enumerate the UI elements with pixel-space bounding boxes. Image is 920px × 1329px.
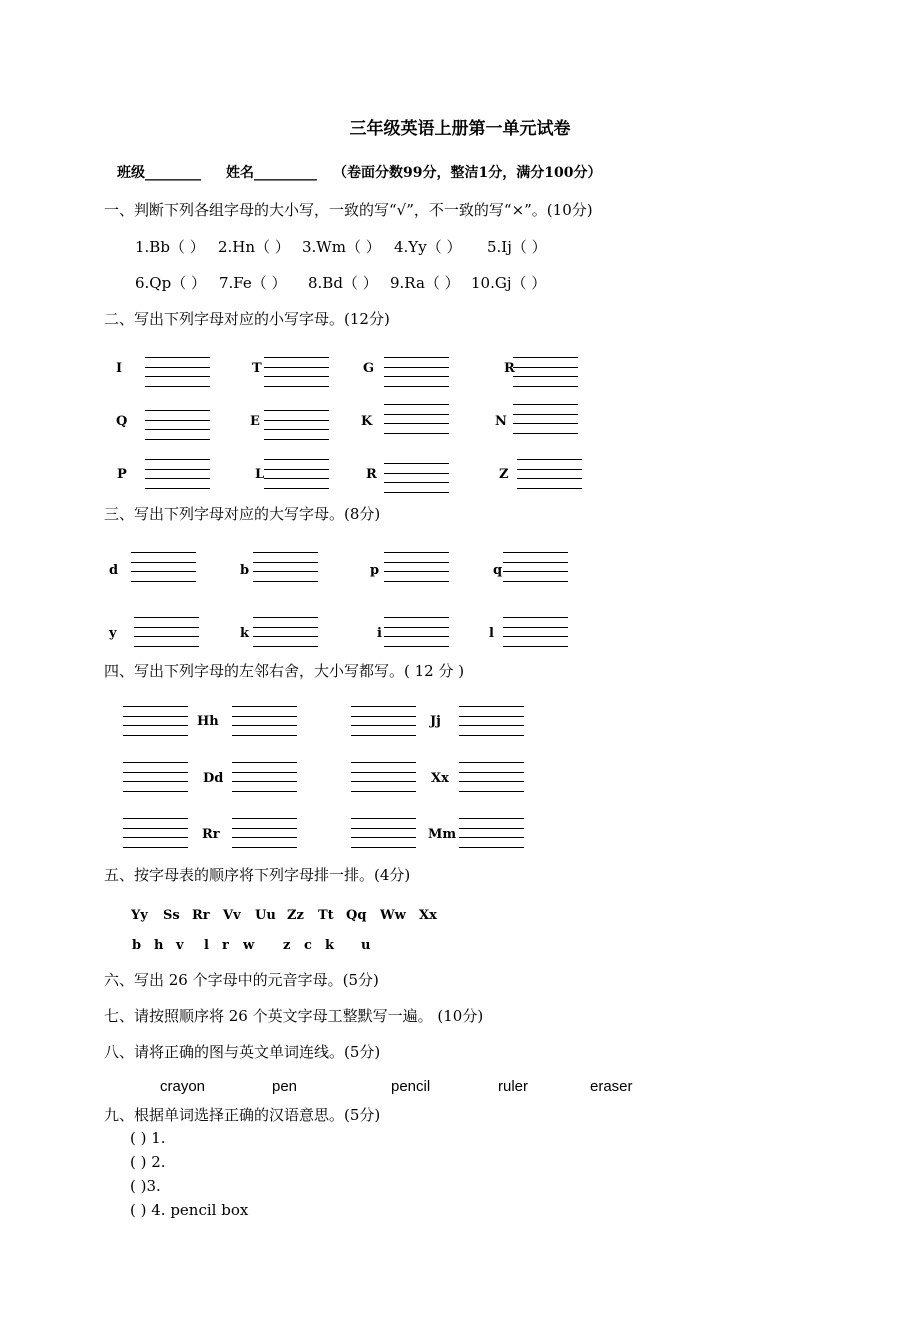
writing-line[interactable] [264,410,329,411]
section-4-heading: 四、写出下列字母的左邻右舍，大小写都写。( 12 分 ) [104,662,465,680]
writing-line[interactable] [123,762,188,763]
writing-line[interactable] [384,627,449,628]
s5-letter: k [325,938,335,953]
writing-line[interactable] [351,818,416,819]
writing-line[interactable] [253,646,318,647]
writing-line[interactable] [134,627,199,628]
s5-letter: w [243,938,255,953]
writing-line[interactable] [123,791,188,792]
writing-line[interactable] [253,636,318,637]
writing-line[interactable] [384,646,449,647]
s1-item: 7.Fe（ ） [219,274,287,292]
writing-line[interactable] [513,433,578,434]
writing-line[interactable] [351,828,416,829]
section-1-heading: 一、判断下列各组字母的大小写，一致的写“√”，不一致的写“×”。(10分) [104,201,593,219]
s9-item: ( ) 4. pencil box [130,1201,249,1219]
s1-item: 5.Ij（ ） [487,238,547,256]
writing-line[interactable] [384,492,449,493]
s4-letter: Mm [428,827,457,842]
writing-line[interactable] [384,617,449,618]
writing-line[interactable] [145,410,210,411]
s9-item: ( ) 2. [130,1153,166,1171]
score-note: （卷面分数99分，整洁1分，满分100分） [333,165,602,181]
s5-pair: Ss [163,908,180,923]
writing-line[interactable] [503,562,568,563]
s5-pair: Zz [287,908,304,923]
writing-line[interactable] [145,488,210,489]
writing-line[interactable] [232,791,297,792]
writing-line[interactable] [384,636,449,637]
s5-pair: Uu [255,908,276,923]
writing-line[interactable] [351,725,416,726]
writing-line[interactable] [264,488,329,489]
writing-line[interactable] [145,386,210,387]
writing-line[interactable] [131,581,196,582]
page-title: 三年级英语上册第一单元试卷 [349,119,571,139]
writing-line[interactable] [232,725,297,726]
writing-line[interactable] [253,552,318,553]
writing-line[interactable] [253,627,318,628]
writing-line[interactable] [253,581,318,582]
writing-line[interactable] [264,357,329,358]
section-3-heading: 三、写出下列字母对应的大写字母。(8分) [104,505,381,523]
writing-line[interactable] [513,367,578,368]
s2-letter: R [366,467,377,482]
s5-letter: h [154,938,164,953]
s5-letter: r [222,938,229,953]
s1-item: 1.Bb（ ） [135,238,205,256]
s2-letter: N [495,414,507,429]
writing-line[interactable] [351,837,416,838]
writing-line[interactable] [503,636,568,637]
name-field: 姓名_________ [226,165,317,181]
writing-line[interactable] [384,463,449,464]
writing-line[interactable] [264,459,329,460]
writing-line[interactable] [459,847,524,848]
writing-line[interactable] [384,581,449,582]
writing-line[interactable] [123,772,188,773]
writing-line[interactable] [134,636,199,637]
section-5-heading: 五、按字母表的顺序将下列字母排一排。(4分) [104,866,411,884]
writing-line[interactable] [384,552,449,553]
s2-letter: T [252,361,262,376]
s2-letter: Z [499,467,509,482]
s9-item: ( ) 1. [130,1129,166,1147]
writing-line[interactable] [264,478,329,479]
writing-line[interactable] [123,818,188,819]
s5-pair: Yy [131,908,148,923]
writing-line[interactable] [131,562,196,563]
writing-line[interactable] [513,357,578,358]
word-pen: pen [272,1078,298,1095]
writing-line[interactable] [503,552,568,553]
s5-pair: Xx [419,908,437,923]
writing-line[interactable] [145,420,210,421]
writing-line[interactable] [134,617,199,618]
s2-letter: Q [116,414,128,429]
s2-letter: P [117,467,127,482]
writing-line[interactable] [517,478,582,479]
writing-line[interactable] [123,725,188,726]
writing-line[interactable] [253,617,318,618]
section-9-heading: 九、根据单词选择正确的汉语意思。(5分) [104,1106,381,1124]
s2-letter: I [116,361,123,376]
writing-line[interactable] [503,627,568,628]
writing-line[interactable] [232,735,297,736]
writing-line[interactable] [517,459,582,460]
writing-line[interactable] [145,439,210,440]
s2-letter: K [361,414,373,429]
word-eraser: eraser [590,1078,633,1095]
writing-line[interactable] [264,439,329,440]
writing-line[interactable] [384,562,449,563]
writing-line[interactable] [145,357,210,358]
writing-line[interactable] [123,716,188,717]
section-6-heading: 六、写出 26 个字母中的元音字母。(5分) [104,971,379,989]
s1-item: 6.Qp（ ） [135,274,206,292]
writing-line[interactable] [513,386,578,387]
writing-line[interactable] [264,429,329,430]
writing-line[interactable] [145,376,210,377]
writing-line[interactable] [384,423,449,424]
writing-line[interactable] [145,469,210,470]
writing-line[interactable] [131,571,196,572]
s3-letter: i [377,626,382,641]
writing-line[interactable] [123,837,188,838]
writing-line[interactable] [264,376,329,377]
writing-line[interactable] [459,716,524,717]
writing-line[interactable] [253,562,318,563]
s1-item: 9.Ra（ ） [390,274,460,292]
writing-line[interactable] [232,781,297,782]
writing-line[interactable] [384,367,449,368]
writing-line[interactable] [123,781,188,782]
writing-line[interactable] [145,367,210,368]
writing-line[interactable] [384,571,449,572]
writing-line[interactable] [145,478,210,479]
writing-line[interactable] [145,459,210,460]
writing-line[interactable] [264,469,329,470]
s5-letter: z [283,938,291,953]
s9-item: ( )3. [130,1177,161,1195]
writing-line[interactable] [459,837,524,838]
writing-line[interactable] [232,828,297,829]
writing-line[interactable] [503,646,568,647]
writing-line[interactable] [264,386,329,387]
s5-pair: Qq [346,908,367,923]
writing-line[interactable] [503,571,568,572]
writing-line[interactable] [503,581,568,582]
s4-letter: Jj [430,714,441,729]
writing-line[interactable] [513,414,578,415]
writing-line[interactable] [232,706,297,707]
writing-line[interactable] [384,433,449,434]
writing-line[interactable] [459,818,524,819]
s5-pair: Rr [192,908,210,923]
class-field: 班级________ [117,165,201,181]
s1-item: 4.Yy（ ） [394,238,462,256]
s4-letter: Rr [202,827,220,842]
s3-letter: y [109,626,117,641]
writing-line[interactable] [351,762,416,763]
s4-letter: Xx [431,771,449,786]
writing-line[interactable] [459,772,524,773]
writing-line[interactable] [145,429,210,430]
writing-line[interactable] [384,473,449,474]
writing-line[interactable] [351,735,416,736]
s5-pair: Tt [318,908,334,923]
s5-letter: u [361,938,371,953]
word-ruler: ruler [498,1078,529,1095]
s1-item: 8.Bd（ ） [308,274,378,292]
s2-letter: E [250,414,260,429]
writing-line[interactable] [264,420,329,421]
writing-line[interactable] [384,386,449,387]
writing-line[interactable] [351,847,416,848]
s3-letter: b [240,563,250,578]
writing-line[interactable] [232,716,297,717]
writing-line[interactable] [351,772,416,773]
s2-letter: L [255,467,265,482]
writing-line[interactable] [513,376,578,377]
writing-line[interactable] [459,781,524,782]
s5-letter: c [304,938,312,953]
s3-letter: q [493,563,503,578]
s3-letter: l [489,626,494,641]
s5-pair: Vv [223,908,241,923]
s2-letter: G [363,361,375,376]
writing-line[interactable] [459,735,524,736]
section-2-heading: 二、写出下列字母对应的小写字母。(12分) [104,310,390,328]
writing-line[interactable] [459,725,524,726]
writing-line[interactable] [131,552,196,553]
writing-line[interactable] [123,828,188,829]
writing-line[interactable] [232,772,297,773]
writing-line[interactable] [384,376,449,377]
writing-line[interactable] [232,818,297,819]
s4-letter: Hh [197,714,219,729]
writing-line[interactable] [517,469,582,470]
writing-line[interactable] [384,357,449,358]
section-8-heading: 八、请将正确的图与英文单词连线。(5分) [104,1043,381,1061]
writing-line[interactable] [503,617,568,618]
word-crayon: crayon [160,1078,206,1095]
writing-line[interactable] [123,706,188,707]
s3-letter: k [240,626,250,641]
writing-line[interactable] [253,571,318,572]
writing-line[interactable] [351,716,416,717]
word-pencil: pencil [391,1078,431,1095]
writing-line[interactable] [459,706,524,707]
s5-letter: l [204,938,209,953]
writing-line[interactable] [513,423,578,424]
writing-line[interactable] [123,735,188,736]
writing-line[interactable] [384,482,449,483]
writing-line[interactable] [232,762,297,763]
s3-letter: d [109,563,119,578]
writing-line[interactable] [134,646,199,647]
section-7-heading: 七、请按照顺序将 26 个英文字母工整默写一遍。 (10分) [104,1007,484,1025]
writing-line[interactable] [264,367,329,368]
s3-letter: p [370,563,380,578]
s1-item: 10.Gj（ ） [471,274,547,292]
writing-line[interactable] [232,847,297,848]
writing-line[interactable] [513,404,578,405]
s2-letter: R [504,361,515,376]
s5-letter: v [176,938,184,953]
s1-item: 2.Hn（ ） [218,238,290,256]
writing-line[interactable] [351,791,416,792]
writing-line[interactable] [459,791,524,792]
writing-line[interactable] [459,828,524,829]
writing-line[interactable] [351,781,416,782]
s5-pair: Ww [380,908,406,923]
writing-line[interactable] [517,488,582,489]
writing-line[interactable] [232,837,297,838]
writing-line[interactable] [384,414,449,415]
writing-line[interactable] [123,847,188,848]
s5-letter: b [132,938,142,953]
writing-line[interactable] [459,762,524,763]
s4-letter: Dd [203,771,224,786]
s1-item: 3.Wm（ ） [302,238,381,256]
writing-line[interactable] [351,706,416,707]
writing-line[interactable] [384,404,449,405]
